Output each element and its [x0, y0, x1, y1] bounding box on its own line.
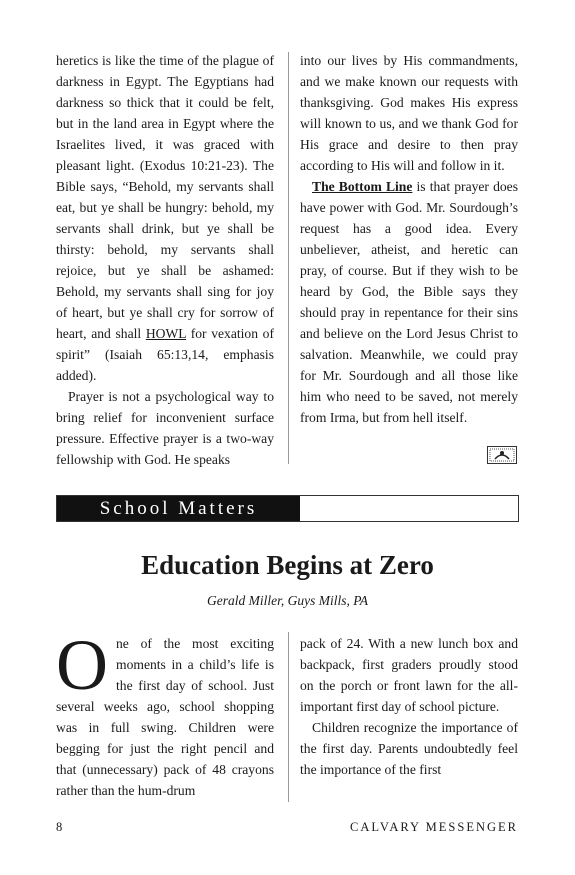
paragraph — [56, 625, 274, 801]
article-left-column — [56, 625, 274, 801]
article-right-column — [300, 633, 518, 780]
column-divider — [288, 632, 289, 802]
article-title: Education Begins at Zero — [141, 550, 434, 580]
paragraph — [56, 50, 274, 386]
page-number: 8 — [56, 820, 63, 834]
column-divider — [288, 52, 289, 464]
top-left-column — [56, 50, 274, 470]
paragraph: into our lives by His commandments, and we make known our requests with thanksgiving. God makes His express will known to us, and we thank God for His grace and desire to then pray according to His will and follow in it. — [300, 53, 518, 173]
publication-name: CALVARY MESSENGER — [350, 820, 518, 834]
paragraph-text: ne of the most exciting moments in a child’s life is the first day of school. Just several weeks ago, school shopping was in full swing. Children were begging for just the right pencil and that (unnecessary) pack of 48 crayons rather than the hum-drum — [56, 636, 274, 798]
article-byline: Gerald Miller, Guys Mills, PA — [207, 593, 368, 608]
top-right-column — [300, 50, 518, 428]
paragraph-text-end: for vexation of spirit” (Isaiah 65:13,14, emphasis added). — [56, 326, 274, 383]
paragraph-text: heretics is like the time of the plague of darkness in Egypt. The Egyptians had darkness so thick that it could be felt, but in the land area in Egypt where the Israelites lived, it was graced with pleasant light. (Exodus 10:21-23). The Bible says, “Behold, my servants shall eat, but ye shall be hungry: behold, my servants shall drink, but ye shall be thirsty: behold, my servants shall rejoice, but ye shall be ashamed: Behold, my servants shall sing for joy of heart, but ye shall cry for sorrow of heart, and shall — [56, 53, 274, 341]
section-title: School Matters — [57, 496, 300, 521]
paragraph: pack of 24. With a new lunch box and backpack, first graders proudly stood on the porch or front lawn for the all-important first day of school picture. — [300, 636, 518, 714]
end-of-article-icon — [487, 446, 517, 464]
drop-cap: O — [56, 625, 108, 705]
section-banner — [56, 495, 519, 522]
bottom-line-heading: The Bottom Line — [312, 179, 413, 194]
paragraph-text: is that prayer does have power with God. Mr. Sourdough’s request has a good idea. Every unbeliever, atheist, and heretic can pray, of course. But if they wish to be heard by God, the Bible says they should pray in repentance for their sins and believe on the Lord Jesus Christ to salvation. Meanwhile, we could pray for Mr. Sourdough and all those like him who need to be saved, not merely from Irma, but from hell itself. — [300, 179, 518, 425]
paragraph: Prayer is not a psychological way to bring relief for inconvenient surface pressure. Effective prayer is a two-way fellowship with God. He speaks — [56, 389, 274, 467]
paragraph: Children recognize the importance of the first day. Parents undoubtedly feel the importance of the first — [300, 720, 518, 777]
paragraph — [300, 176, 518, 428]
emphasized-word: HOWL — [145, 326, 187, 341]
